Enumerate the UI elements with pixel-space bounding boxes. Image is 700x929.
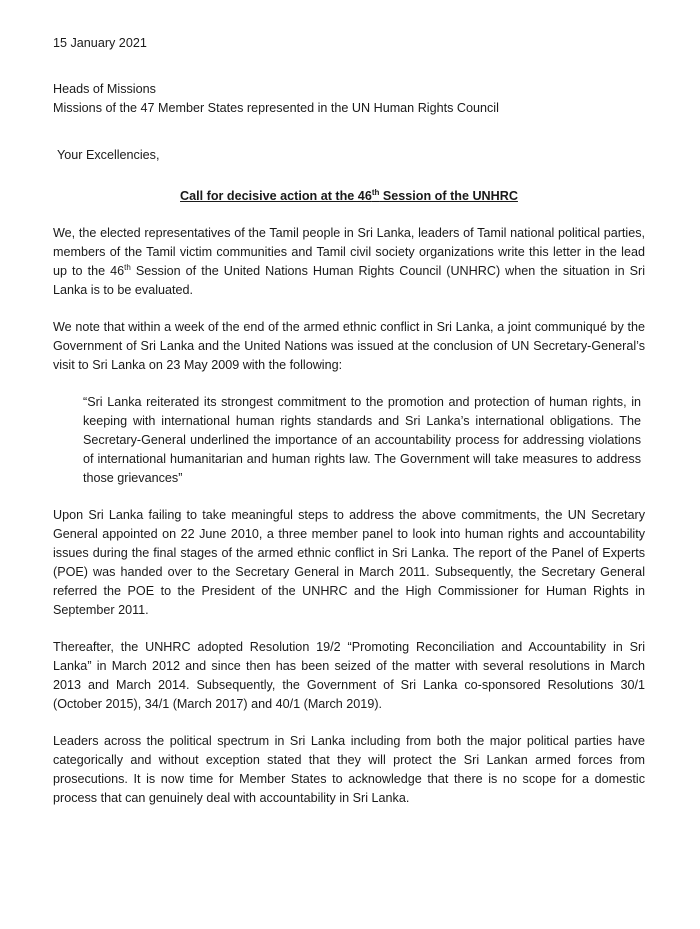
block-quote: “Sri Lanka reiterated its strongest commitment to the promotion and protection of human rights, in keeping with international human rights standards and Sri Lanka’s international obligations. The Secretary-General underlined the importance of an accountability process for addressing violations of international humanitarian and human rights law. The Government will take measures to address those grievances” <box>83 395 641 485</box>
subject-text-before: Call for decisive action at the 46 <box>180 189 372 203</box>
letter-date: 15 January 2021 <box>53 36 147 50</box>
subject-text-after: Session of the UNHRC <box>379 189 518 203</box>
paragraph-1-after: Session of the United Nations Human Rights Council (UNHRC) when the situation in Sri Lanka is to be evaluated. <box>53 264 645 297</box>
recipient-line-2: Missions of the 47 Member States represented in the UN Human Rights Council <box>53 101 499 115</box>
paragraph-1-before: We, the elected representatives of the Tamil people in Sri Lanka, leaders of Tamil national political parties, members of the Tamil victim communities and Tamil civil society organizations write this letter in the lead up to the 46 <box>53 226 645 278</box>
paragraph-4: Thereafter, the UNHRC adopted Resolution 19/2 “Promoting Reconciliation and Accountability in Sri Lanka” in March 2012 and since then has been seized of the matter with several resolutions in March 2013 and March 2014. Subsequently, the Government of Sri Lanka co-sponsored Resolutions 30/1 (October 2015), 34/1 (March 2017) and 40/1 (March 2019). <box>53 640 645 711</box>
paragraph-3: Upon Sri Lanka failing to take meaningful steps to address the above commitments, the UN Secretary General appointed on 22 June 2010, a three member panel to look into human rights and accountability issues during the final stages of the armed ethnic conflict in Sri Lanka. The report of the Panel of Experts (POE) was handed over to the Secretary General in March 2011. Subsequently, the Secretary General referred the POE to the President of the UNHRC and the High Commissioner for Human Rights in September 2011. <box>53 508 645 617</box>
paragraph-5: Leaders across the political spectrum in Sri Lanka including from both the major political parties have categorically and without exception stated that they will protect the Sri Lankan armed forces from prosecutions. It is now time for Member States to acknowledge that there is no scope for a domestic process that can genuinely deal with accountability in Sri Lanka. <box>53 734 645 805</box>
paragraph-1-superscript: th <box>124 262 131 272</box>
paragraph-2: We note that within a week of the end of the armed ethnic conflict in Sri Lanka, a joint communiqué by the Government of Sri Lanka and the United Nations was issued at the conclusion of UN Secretary-General’s visit to Sri Lanka on 23 May 2009 with the following: <box>53 320 645 372</box>
recipient-block <box>53 80 645 118</box>
subject-superscript: th <box>371 187 380 197</box>
paragraph-1 <box>53 224 645 300</box>
letter-subject <box>53 187 645 206</box>
recipient-line-1: Heads of Missions <box>53 82 156 96</box>
salutation: Your Excellencies, <box>57 148 160 162</box>
